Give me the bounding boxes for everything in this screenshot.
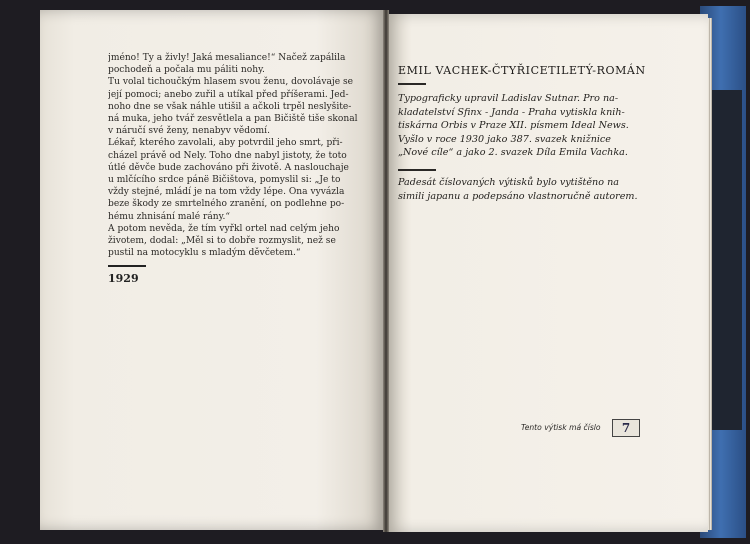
edition-line: simili japanu a podepsáno vlastnoručně autorem. (398, 190, 638, 202)
text-line: pochodeň a počala mu páliti nohy. (108, 65, 265, 76)
text-line: životem, dodal: „Měl si to dobře rozmyslit, než se (108, 236, 336, 247)
text-line: útlé děvče bude zachováno při životě. A naslouchaje (108, 162, 349, 173)
section-divider (108, 265, 146, 267)
text-line: Tu volal tichoučkým hlasem svou ženu, dovolávaje se (108, 77, 354, 88)
colophon-divider (398, 169, 436, 171)
colophon-line: „Nové cíle“ a jako 2. svazek Díla Emila Vachka. (398, 147, 628, 159)
left-page-body-text (108, 52, 358, 259)
text-line: hému zhnisání malé rány.“ (108, 211, 231, 222)
text-line: ná muka, jeho tvář zesvětlela a pan Bičiště tiše skonal (108, 114, 358, 125)
book-cover-band (712, 90, 742, 430)
colophon-text (398, 92, 702, 160)
text-line: beze škody ze smrtelného zranění, on podlehne po- (108, 199, 345, 210)
text-line: A potom nevěda, že tím vyřkl ortel nad celým jeho (108, 223, 340, 234)
colophon-line: kladatelství Sfinx - Janda - Praha vytiskla knih- (398, 106, 625, 118)
text-line: noho dne se však náhle utišil a ačkoli trpěl neslyšite- (108, 101, 352, 112)
colophon-line: Vyšlo v roce 1930 jako 387. svazek knižnice (398, 133, 611, 145)
edition-note (398, 176, 702, 203)
title-divider (398, 83, 426, 85)
book-gutter (383, 10, 389, 532)
colophon-line: Typograficky upravil Ladislav Sutnar. Pro na- (398, 93, 619, 104)
copy-number-box: 7 (612, 419, 640, 437)
text-line: u mlčícího srdce pánë Bičištova, pomyslil si: „Je to (108, 175, 341, 186)
text-line: její pomoci; anebo zuřil a utíkal před příšerami. Jed- (108, 89, 349, 100)
colophon-line: tiskárna Orbis v Praze XII. písmem Ideal News. (398, 120, 629, 132)
text-line: vždy stejné, mládí je na tom vždy lépe. Ona vyvázla (108, 187, 345, 198)
text-line: cházel právě od Nely. Toho dne nabyl jistoty, že toto (108, 150, 347, 161)
book-title: EMIL VACHEK-ČTYŘICETILETÝ-ROMÁN (398, 64, 646, 77)
edition-line: Padesát číslovaných výtisků bylo vytištěno na (398, 177, 619, 188)
year-label: 1929 (108, 272, 139, 285)
text-line: v náručí své ženy, nenabyv vědomí. (108, 126, 270, 137)
text-line: jméno! Ty a živly! Jaká mesaliance!“ Načež zapálila (108, 53, 346, 63)
copy-number-label: Tento výtisk má číslo (521, 423, 601, 432)
text-line: pustil na motocyklu s mladým děvčetem.“ (108, 248, 301, 259)
text-line: Lékař, kterého zavolali, aby potvrdil jeho smrt, při- (108, 138, 343, 149)
